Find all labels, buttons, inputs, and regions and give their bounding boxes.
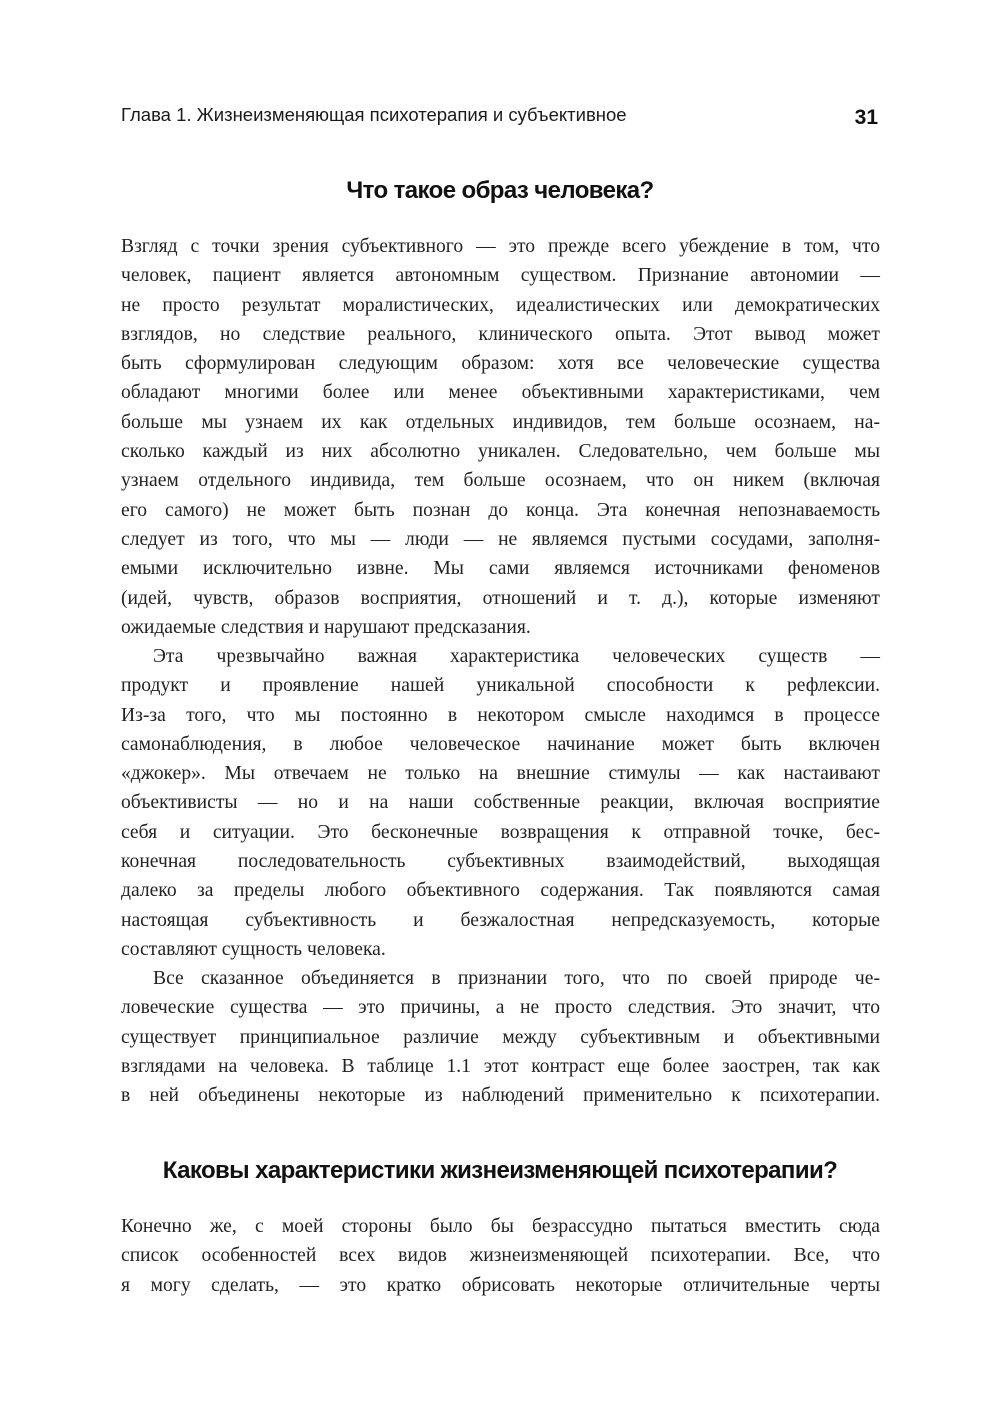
text-line: «джокер». Мы отвечаем не только на внешние стимулы — как настаивают (121, 763, 880, 785)
text-line: объективисты — но и на наши собственные реакции, включая восприятие (121, 792, 880, 814)
text-line: следует из того, что мы — люди — не являемся пустыми сосудами, заполня- (121, 528, 880, 550)
paragraph (121, 964, 880, 1110)
paragraph (121, 642, 880, 964)
text-line: список особенностей всех видов жизнеизменяющей психотерапии. Все, что (121, 1245, 880, 1267)
text-line: больше мы узнаем их как отдельных индивидов, тем больше осознаем, на- (121, 411, 880, 433)
text-line: взглядов, но следствие реального, клинического опыта. Этот вывод может (121, 323, 880, 345)
text-line: (идей, чувств, образов восприятия, отношений и т. д.), которые изменяют (121, 587, 880, 609)
text-line: себя и ситуации. Это бесконечные возвращения к отправной точке, бес- (121, 821, 880, 843)
text-line: Из-за того, что мы постоянно в некотором смысле находимся в процессе (121, 704, 880, 726)
text-line: Взгляд с точки зрения субъективного — это прежде всего убеждение в том, что (121, 236, 880, 257)
text-line: емыми исключительно извне. Мы сами являемся источниками феноменов (121, 558, 880, 580)
text-line: быть сформулирован следующим образом: хотя все человеческие существа (121, 353, 880, 375)
section-title-1: Что такое образ человека? (346, 177, 654, 204)
text-line: далеко за пределы любого объективного содержания. Так появляются самая (121, 880, 880, 902)
text-line: я могу сделать, — это кратко обрисовать некоторые отличительные черты (121, 1274, 880, 1296)
text-line: обладают многими более или менее объективными характеристиками, чем (121, 382, 880, 404)
text-line: продукт и проявление нашей уникальной способности к рефлексии. (121, 675, 880, 697)
section-title-2: Каковы характеристики жизнеизменяющей психотерапии? (162, 1157, 838, 1184)
text-line: конечная последовательность субъективных взаимодействий, выходящая (121, 851, 880, 873)
text-line: его самого) не может быть познан до конца. Эта конечная непознаваемость (121, 499, 880, 521)
text-line: взглядами на человека. В таблице 1.1 этот контраст еще более заострен, так как (121, 1055, 880, 1077)
text-line: Эта чрезвычайно важная характеристика человеческих существ — (153, 646, 880, 667)
text-line: узнаем отдельного индивида, тем больше осознаем, что он никем (включая (121, 470, 880, 492)
text-line: настоящая субъективность и безжалостная непредсказуемость, которые (121, 909, 880, 931)
paragraph (121, 232, 880, 642)
text-line: самонаблюдения, в любое человеческое начинание может быть включен (121, 733, 880, 755)
text-line: составляют сущность человека. (121, 938, 386, 960)
running-head: Глава 1. Жизнеизменяющая психотерапия и субъективное (121, 104, 627, 125)
text-line: Все сказанное объединяется в признании того, что по своей природе че- (153, 968, 880, 989)
text-line: человек, пациент является автономным существом. Признание автономии — (121, 265, 880, 287)
page-number: 31 (854, 106, 878, 129)
text-line: существует принципиальное различие между субъективным и объективными (121, 1026, 880, 1048)
text-line: Конечно же, с моей стороны было бы безрассудно пытаться вместить сюда (121, 1216, 880, 1237)
text-line: в ней объединены некоторые из наблюдений применительно к психотерапии. (121, 1085, 880, 1107)
text-line: ловеческие существа — это причины, а не просто следствия. Это значит, что (121, 997, 880, 1019)
text-line: ожидаемые следствия и нарушают предсказания. (121, 616, 531, 638)
paragraph (121, 1212, 880, 1300)
text-line: не просто результат моралистических, идеалистических или демократических (121, 294, 880, 316)
text-line: сколько каждый из них абсолютно уникален. Следовательно, чем больше мы (121, 441, 880, 463)
